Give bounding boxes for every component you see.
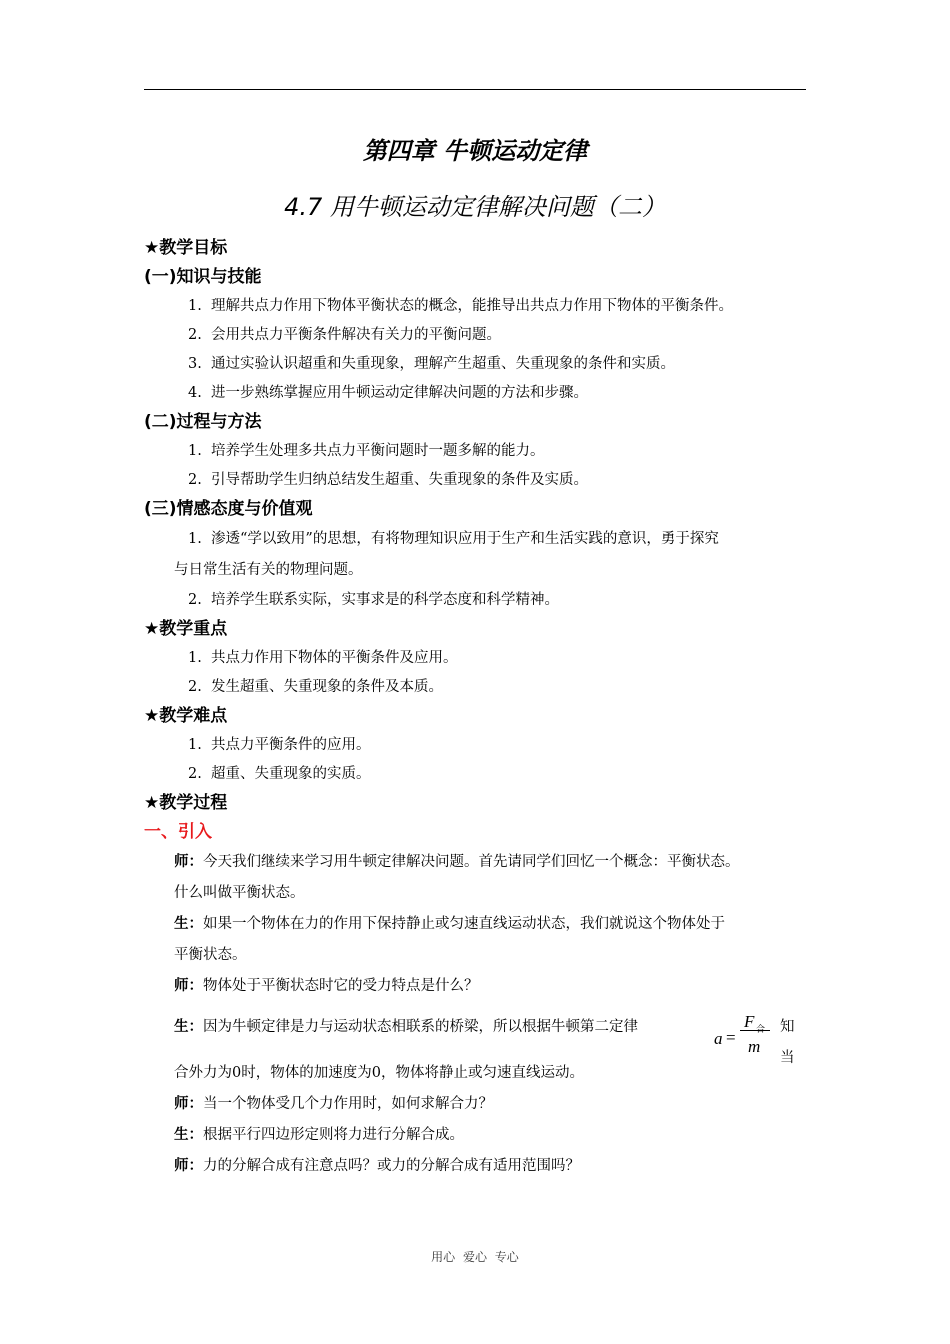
list-item [144,466,808,495]
item-number: 2. [188,592,202,608]
dialogue-text: 力的分解合成有注意点吗？或力的分解合成有适用范围吗？ [203,1158,580,1174]
dialogue-item [144,1089,808,1120]
dialogue-text: 因为牛顿定律是力与运动状态相联系的桥梁，所以根据牛顿第二定律 [203,1019,638,1035]
process-method-heading: (二)过程与方法 [144,412,262,432]
knowledge-heading: (一)知识与技能 [144,267,262,287]
document-body [144,234,808,1182]
dialogue-text-cont [144,1058,808,1089]
item-number: 2. [188,679,202,695]
formula-F: F [744,1012,755,1031]
item-text: 共点力平衡条件的应用。 [211,737,371,753]
item-text: 引导帮助学生归纳总结发生超重、失重现象的条件及实质。 [211,472,588,488]
item-text: 理解共点力作用下物体平衡状态的概念，能推导出共点力作用下物体的平衡条件。 [211,298,733,314]
dialogue-text-tail: 知当 [780,1019,795,1066]
dialogue-text: 根据平行四边形定则将力进行分解合成。 [203,1127,464,1143]
dialogue-text: 物体处于平衡状态时它的受力特点是什么？ [203,978,479,994]
item-number: 1. [188,737,202,753]
item-number: 1. [188,298,202,314]
item-text: 培养学生联系实际，实事求是的科学态度和科学精神。 [211,592,559,608]
item-number: 2. [188,327,202,343]
dialogue-item [144,909,808,971]
speaker-label: 师： [174,854,203,870]
dialogue-text-cont: 平衡状态。 [174,947,247,963]
dialogue-item [144,1151,808,1182]
item-number: 1. [188,650,202,666]
list-item [144,321,808,350]
list-item [144,379,808,408]
difficulties-heading: ★教学难点 [144,706,228,726]
item-text: 共点力作用下物体的平衡条件及应用。 [211,650,458,666]
list-item [144,437,808,466]
speaker-label: 生： [174,916,203,932]
list-item [144,292,808,321]
page-footer: 用心 爱心 专心 [431,1250,519,1264]
item-text: 超重、失重现象的实质。 [211,766,371,782]
list-item [144,524,808,586]
item-number: 2. [188,766,202,782]
list-item [144,350,808,379]
teaching-process-heading: ★教学过程 [144,793,228,813]
dialogue-item-formula [144,1002,808,1066]
speaker-label: 师： [174,1158,203,1174]
item-number: 2. [188,472,202,488]
speaker-label: 生： [174,1127,203,1143]
item-text: 会用共点力平衡条件解决有关力的平衡问题。 [211,327,501,343]
dialogue-text: 当一个物体受几个力作用时，如何求解合力？ [203,1096,493,1112]
dialogue-item [144,847,808,909]
intro-heading: 一、引入 [144,822,212,842]
newton-second-law-formula [714,1006,776,1054]
formula-subscript: 合 [756,1025,766,1035]
item-text-line2: 与日常生活有关的物理问题。 [174,562,363,578]
item-text-line1: 渗透“学以致用”的思想，有将物理知识应用于生产和生活实践的意识，勇于探究 [211,531,719,547]
item-text: 进一步熟练掌握应用牛顿运动定律解决问题的方法和步骤。 [211,385,588,401]
dialogue-text: 今天我们继续来学习用牛顿定律解决问题。首先请同学们回忆一个概念：平衡状态。 [203,854,740,870]
list-item [144,673,808,702]
speaker-label: 师： [174,978,203,994]
item-text: 培养学生处理多共点力平衡问题时一题多解的能力。 [211,443,545,459]
formula-continuation: 合外力为0时，物体的加速度为0，物体将静止或匀速直线运动。 [174,1065,584,1081]
speaker-label: 生： [174,1019,203,1035]
item-text: 发生超重、失重现象的条件及本质。 [211,679,443,695]
dialogue-item [144,971,808,1002]
formula-a: a [714,1029,723,1048]
list-item [144,644,808,673]
list-item [144,731,808,760]
header-rule [144,89,806,90]
list-item [144,760,808,789]
item-number: 4. [188,385,202,401]
list-item [144,586,808,615]
dialogue-item [144,1120,808,1151]
key-points-heading: ★教学重点 [144,619,228,639]
speaker-label: 师： [174,1096,203,1112]
section-title: 4.7 用牛顿运动定律解决问题（二） [284,193,666,221]
formula-m: m [748,1037,761,1056]
item-number: 1. [188,531,202,547]
formula-equals: = [726,1028,736,1047]
dialogue-text: 如果一个物体在力的作用下保持静止或匀速直线运动状态，我们就说这个物体处于 [203,916,725,932]
dialogue-text-cont: 什么叫做平衡状态。 [174,885,305,901]
objectives-heading: ★教学目标 [144,238,228,258]
item-number: 1. [188,443,202,459]
item-number: 3. [188,356,202,372]
chapter-title: 第四章 牛顿运动定律 [362,137,588,165]
emotion-heading: (三)情感态度与价值观 [144,499,313,519]
item-text: 通过实验认识超重和失重现象，理解产生超重、失重现象的条件和实质。 [211,356,675,372]
